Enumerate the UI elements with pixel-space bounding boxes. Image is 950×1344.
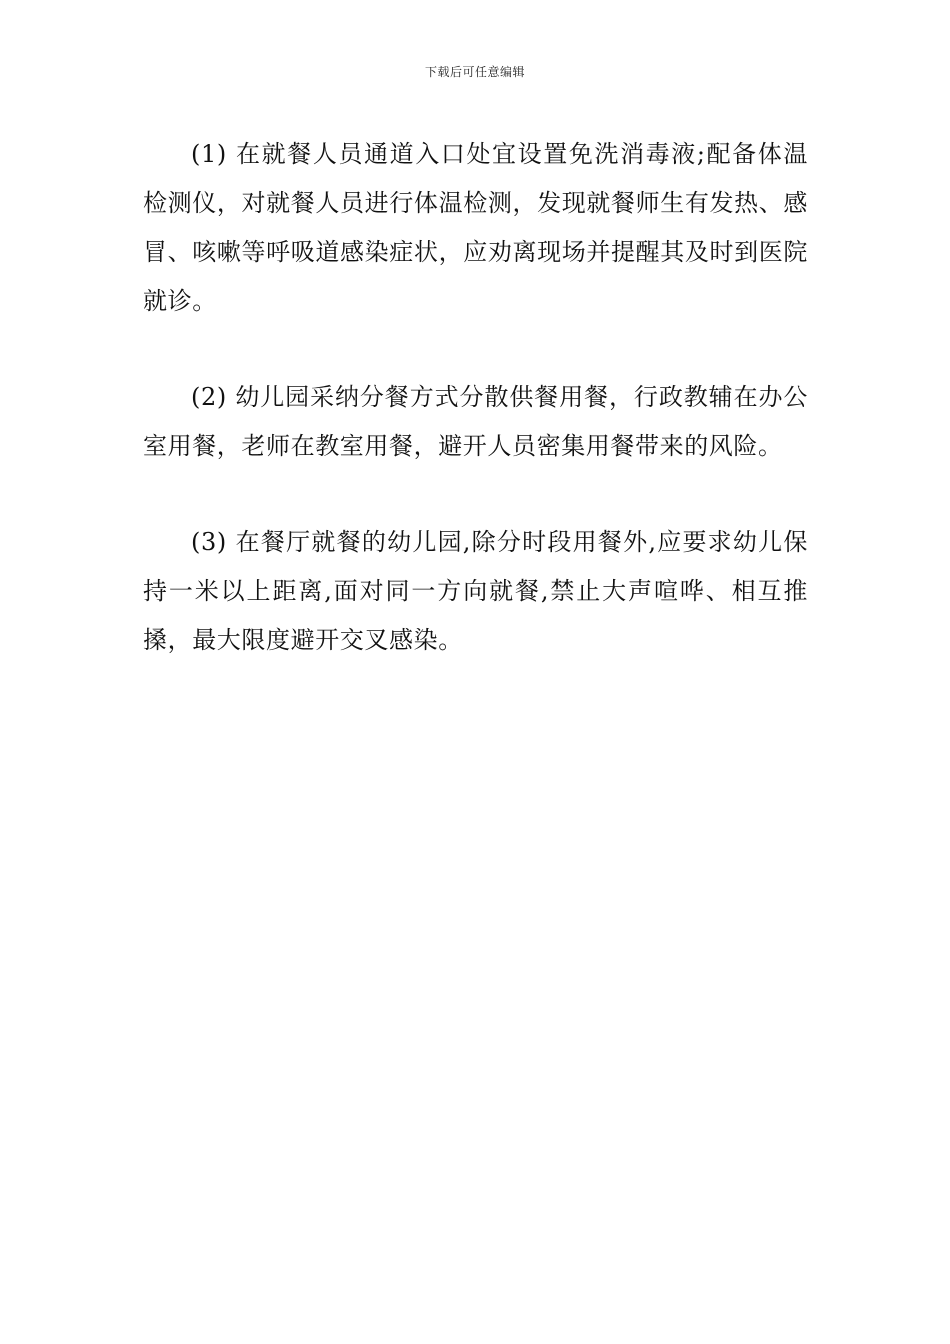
paragraph-1: (1) 在就餐人员通道入口处宜设置免洗消毒液;配备体温检测仪，对就餐人员进行体温检测，发现就餐师生有发热、感冒、咳嗽等呼吸道感染症状，应劝离现场并提醒其及时到医院就诊。 [143,140,808,315]
page-header: 下载后可任意编辑 [424,65,525,79]
paragraph-2: (2) 幼儿园采纳分餐方式分散供餐用餐，行政教辅在办公室用餐，老师在教室用餐，避开人员密集用餐带来的风险。 [143,383,808,460]
document-body [143,130,808,665]
paragraph-3: (3) 在餐厅就餐的幼儿园,除分时段用餐外,应要求幼儿保持一米以上距离,面对同一方向就餐,禁止大声喧哗、相互推搡，最大限度避开交叉感染。 [143,528,808,654]
